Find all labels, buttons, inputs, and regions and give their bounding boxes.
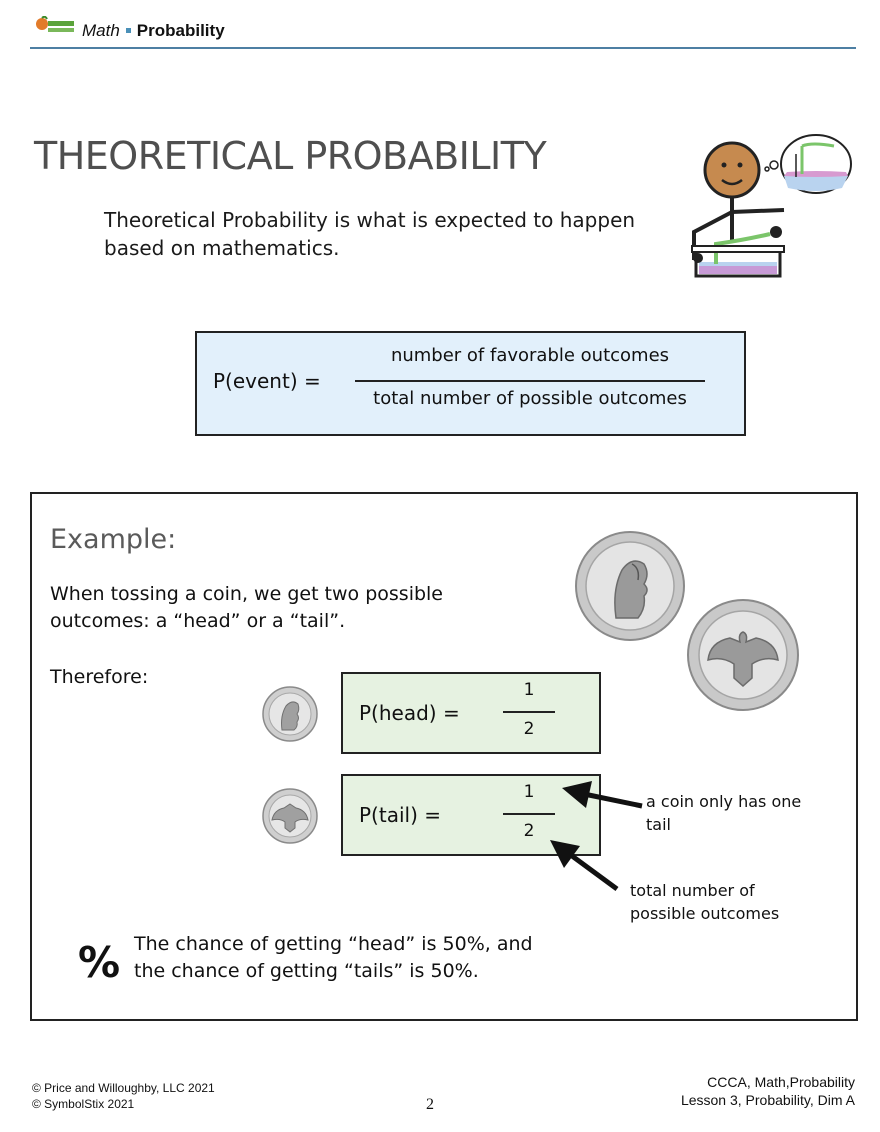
prob-head-numerator: 1 [523, 680, 535, 700]
header-subject: Math [82, 21, 120, 40]
prob-tail-denominator: 2 [523, 821, 535, 841]
copyright-line-1: © Price and Willoughby, LLC 2021 [32, 1081, 215, 1095]
numerator-annotation: a coin only has one tail [646, 792, 802, 834]
header-topic: Probability [136, 21, 225, 40]
page-title: THEORETICAL PROBABILITY [34, 134, 547, 178]
denominator-annotation: total number of possible outcomes [630, 881, 780, 923]
example-text: When tossing a coin, we get two possible outcomes: a “head” or a “tail”. [50, 583, 443, 632]
formula-lhs: P(event) = [213, 369, 321, 393]
formula-denominator: total number of possible outcomes [373, 388, 687, 409]
course-line-2: Lesson 3, Probability, Dim A [680, 1092, 855, 1108]
formula-numerator: number of favorable outcomes [390, 345, 670, 366]
intro-text: Theoretical Probability is what is expected to happen based on mathematics. [104, 208, 636, 260]
footer-course-info [681, 1073, 855, 1109]
prob-head-denominator: 2 [523, 719, 535, 739]
therefore-label: Therefore: [50, 666, 149, 688]
example-heading: Example: [50, 524, 177, 555]
prob-head-label: P(head) = [359, 701, 460, 725]
footer-copyright [32, 1080, 215, 1112]
percent-icon: % [78, 938, 121, 987]
page-number: 2 [426, 1096, 434, 1113]
prob-tail-numerator: 1 [523, 782, 535, 802]
copyright-line-2: © SymbolStix 2021 [32, 1097, 135, 1111]
course-line-1: CCCA, Math,Probability [707, 1074, 855, 1090]
prob-tail-label: P(tail) = [359, 803, 441, 827]
conclusion-text: The chance of getting “head” is 50%, and the chance of getting “tails” is 50%. [134, 933, 533, 982]
